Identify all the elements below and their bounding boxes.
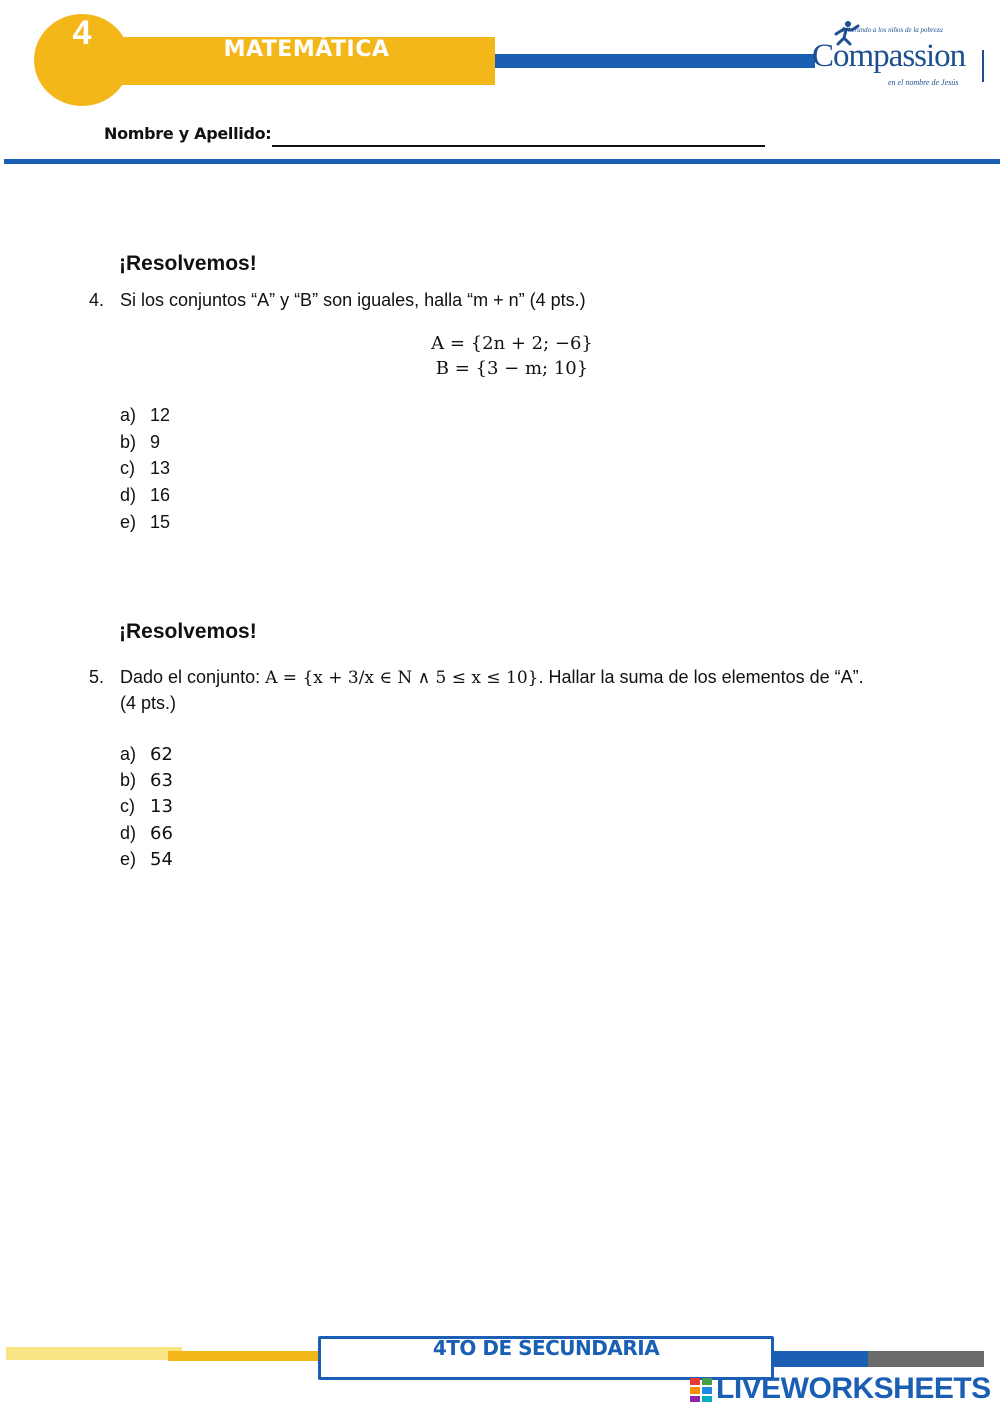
question-4-text: Si los conjuntos “A” y “B” son iguales, halla “m + n” (4 pts.) (120, 290, 586, 310)
liveworksheets-brand[interactable]: LIVEWORKSHEETS (716, 1372, 991, 1405)
logo-divider (982, 50, 984, 82)
name-input-line[interactable] (272, 145, 765, 147)
option-b[interactable]: b) 63 (120, 770, 173, 792)
option-e[interactable]: e) 15 (120, 511, 171, 532)
option-d[interactable]: d) 16 (120, 485, 171, 506)
footer-level-label: 4TO DE SECUNDARIA (432, 1336, 660, 1360)
subject-title: MATEMÁTICA (223, 37, 390, 62)
option-a[interactable]: a) 12 (120, 405, 171, 425)
option-d[interactable]: d) 66 (120, 822, 173, 844)
footer-yellow-bar (168, 1351, 320, 1361)
grade-badge (34, 14, 130, 106)
liveworksheets-icon (690, 1378, 712, 1402)
logo-subline: Liberando a los niños de la pobreza (842, 26, 943, 34)
formula-set-b: B = {3 − m; 10} (435, 358, 589, 379)
header-blue-bar (495, 54, 815, 68)
question-5-options (120, 744, 173, 875)
option-c[interactable]: c) 13 (120, 796, 173, 818)
question-5-number: 5. (89, 667, 105, 687)
question-4-options (120, 405, 170, 538)
logo-tagline: en el nombre de Jesús (888, 78, 959, 87)
question-4-heading: ¡Resolvemos! (119, 252, 257, 275)
option-e[interactable]: e) 54 (120, 848, 173, 870)
question-5-heading: ¡Resolvemos! (119, 620, 257, 643)
question-5-text: Dado el conjunto: A = {x + 3/x ∈ N ∧ 5 ≤ x ≤ 10}. Hallar la suma de los elementos de “A”. (120, 667, 864, 688)
option-b[interactable]: b) 9 (120, 431, 161, 452)
name-label: Nombre y Apellido: (104, 124, 272, 143)
option-a[interactable]: a) 62 (120, 744, 173, 765)
option-c[interactable]: c) 13 (120, 458, 171, 479)
question-4-number: 4. (89, 290, 105, 310)
grade-number: 4 (72, 14, 92, 52)
question-5-points: (4 pts.) (120, 693, 177, 713)
formula-set-a: A = {2n + 2; −6} (431, 333, 593, 354)
header-divider (4, 159, 1000, 164)
footer-light-yellow-bar (6, 1347, 182, 1360)
set-expression: A = {x + 3/x ∈ N ∧ 5 ≤ x ≤ 10} (265, 668, 539, 688)
footer-gray-bar (868, 1351, 984, 1367)
logo-wordmark: Compassion (812, 38, 966, 74)
footer-blue-bar (774, 1351, 868, 1367)
